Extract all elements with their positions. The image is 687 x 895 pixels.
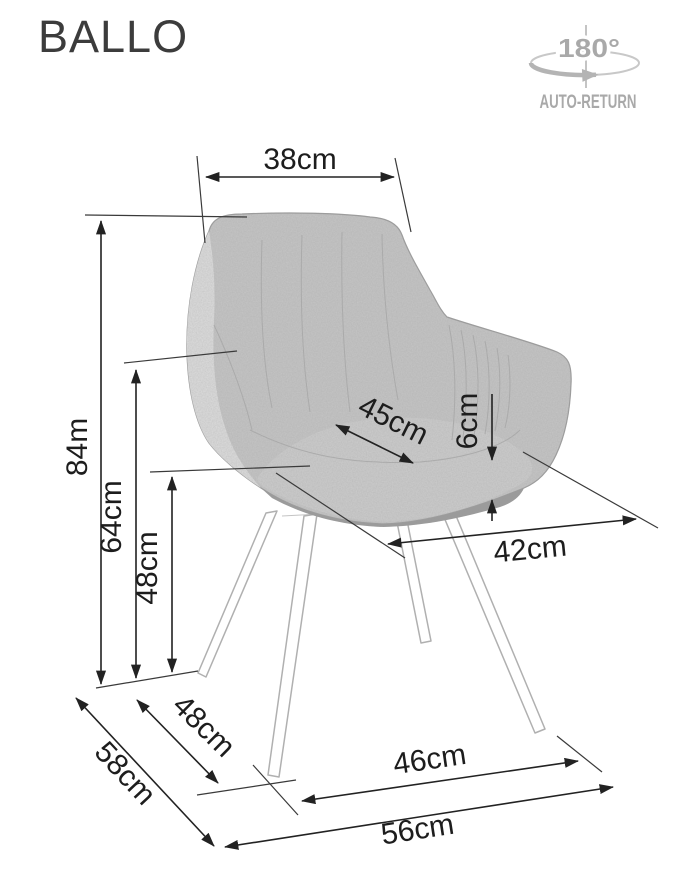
dimension-label: 48cm bbox=[165, 688, 242, 764]
dimension-label: 6cm bbox=[451, 392, 484, 450]
auto-return-rotation-icon bbox=[531, 25, 639, 113]
extension-line bbox=[557, 736, 602, 772]
extension-line bbox=[523, 452, 658, 528]
dimension-label: 56cm bbox=[378, 807, 457, 852]
extension-line bbox=[395, 158, 411, 232]
dimension-label: 48cm bbox=[131, 531, 164, 605]
chair-leg-front-left bbox=[268, 514, 317, 777]
chair-illustration bbox=[187, 213, 571, 777]
dimension-front-base-width bbox=[253, 736, 602, 815]
dimension-label: 58cm bbox=[87, 735, 163, 812]
extension-line bbox=[197, 156, 205, 243]
page-title: BALLO bbox=[38, 11, 189, 62]
dimension-label: 64cm bbox=[95, 480, 128, 554]
rotation-angle-label: 180° bbox=[558, 33, 620, 63]
dimension-label: 46cm bbox=[390, 737, 469, 782]
dimension-overall-width bbox=[225, 787, 613, 852]
auto-return-label: AUTO-RETURN bbox=[539, 92, 637, 113]
dimension-label: 45cm bbox=[353, 389, 434, 452]
chair-leg-back-left bbox=[198, 511, 277, 677]
dimension-label: 38cm bbox=[263, 143, 337, 176]
floor-line bbox=[96, 671, 198, 688]
dimension-label: 84m bbox=[61, 417, 94, 477]
extension-line bbox=[197, 780, 296, 795]
chair-upholstery bbox=[187, 213, 571, 527]
dimension-label: 42cm bbox=[491, 529, 569, 570]
